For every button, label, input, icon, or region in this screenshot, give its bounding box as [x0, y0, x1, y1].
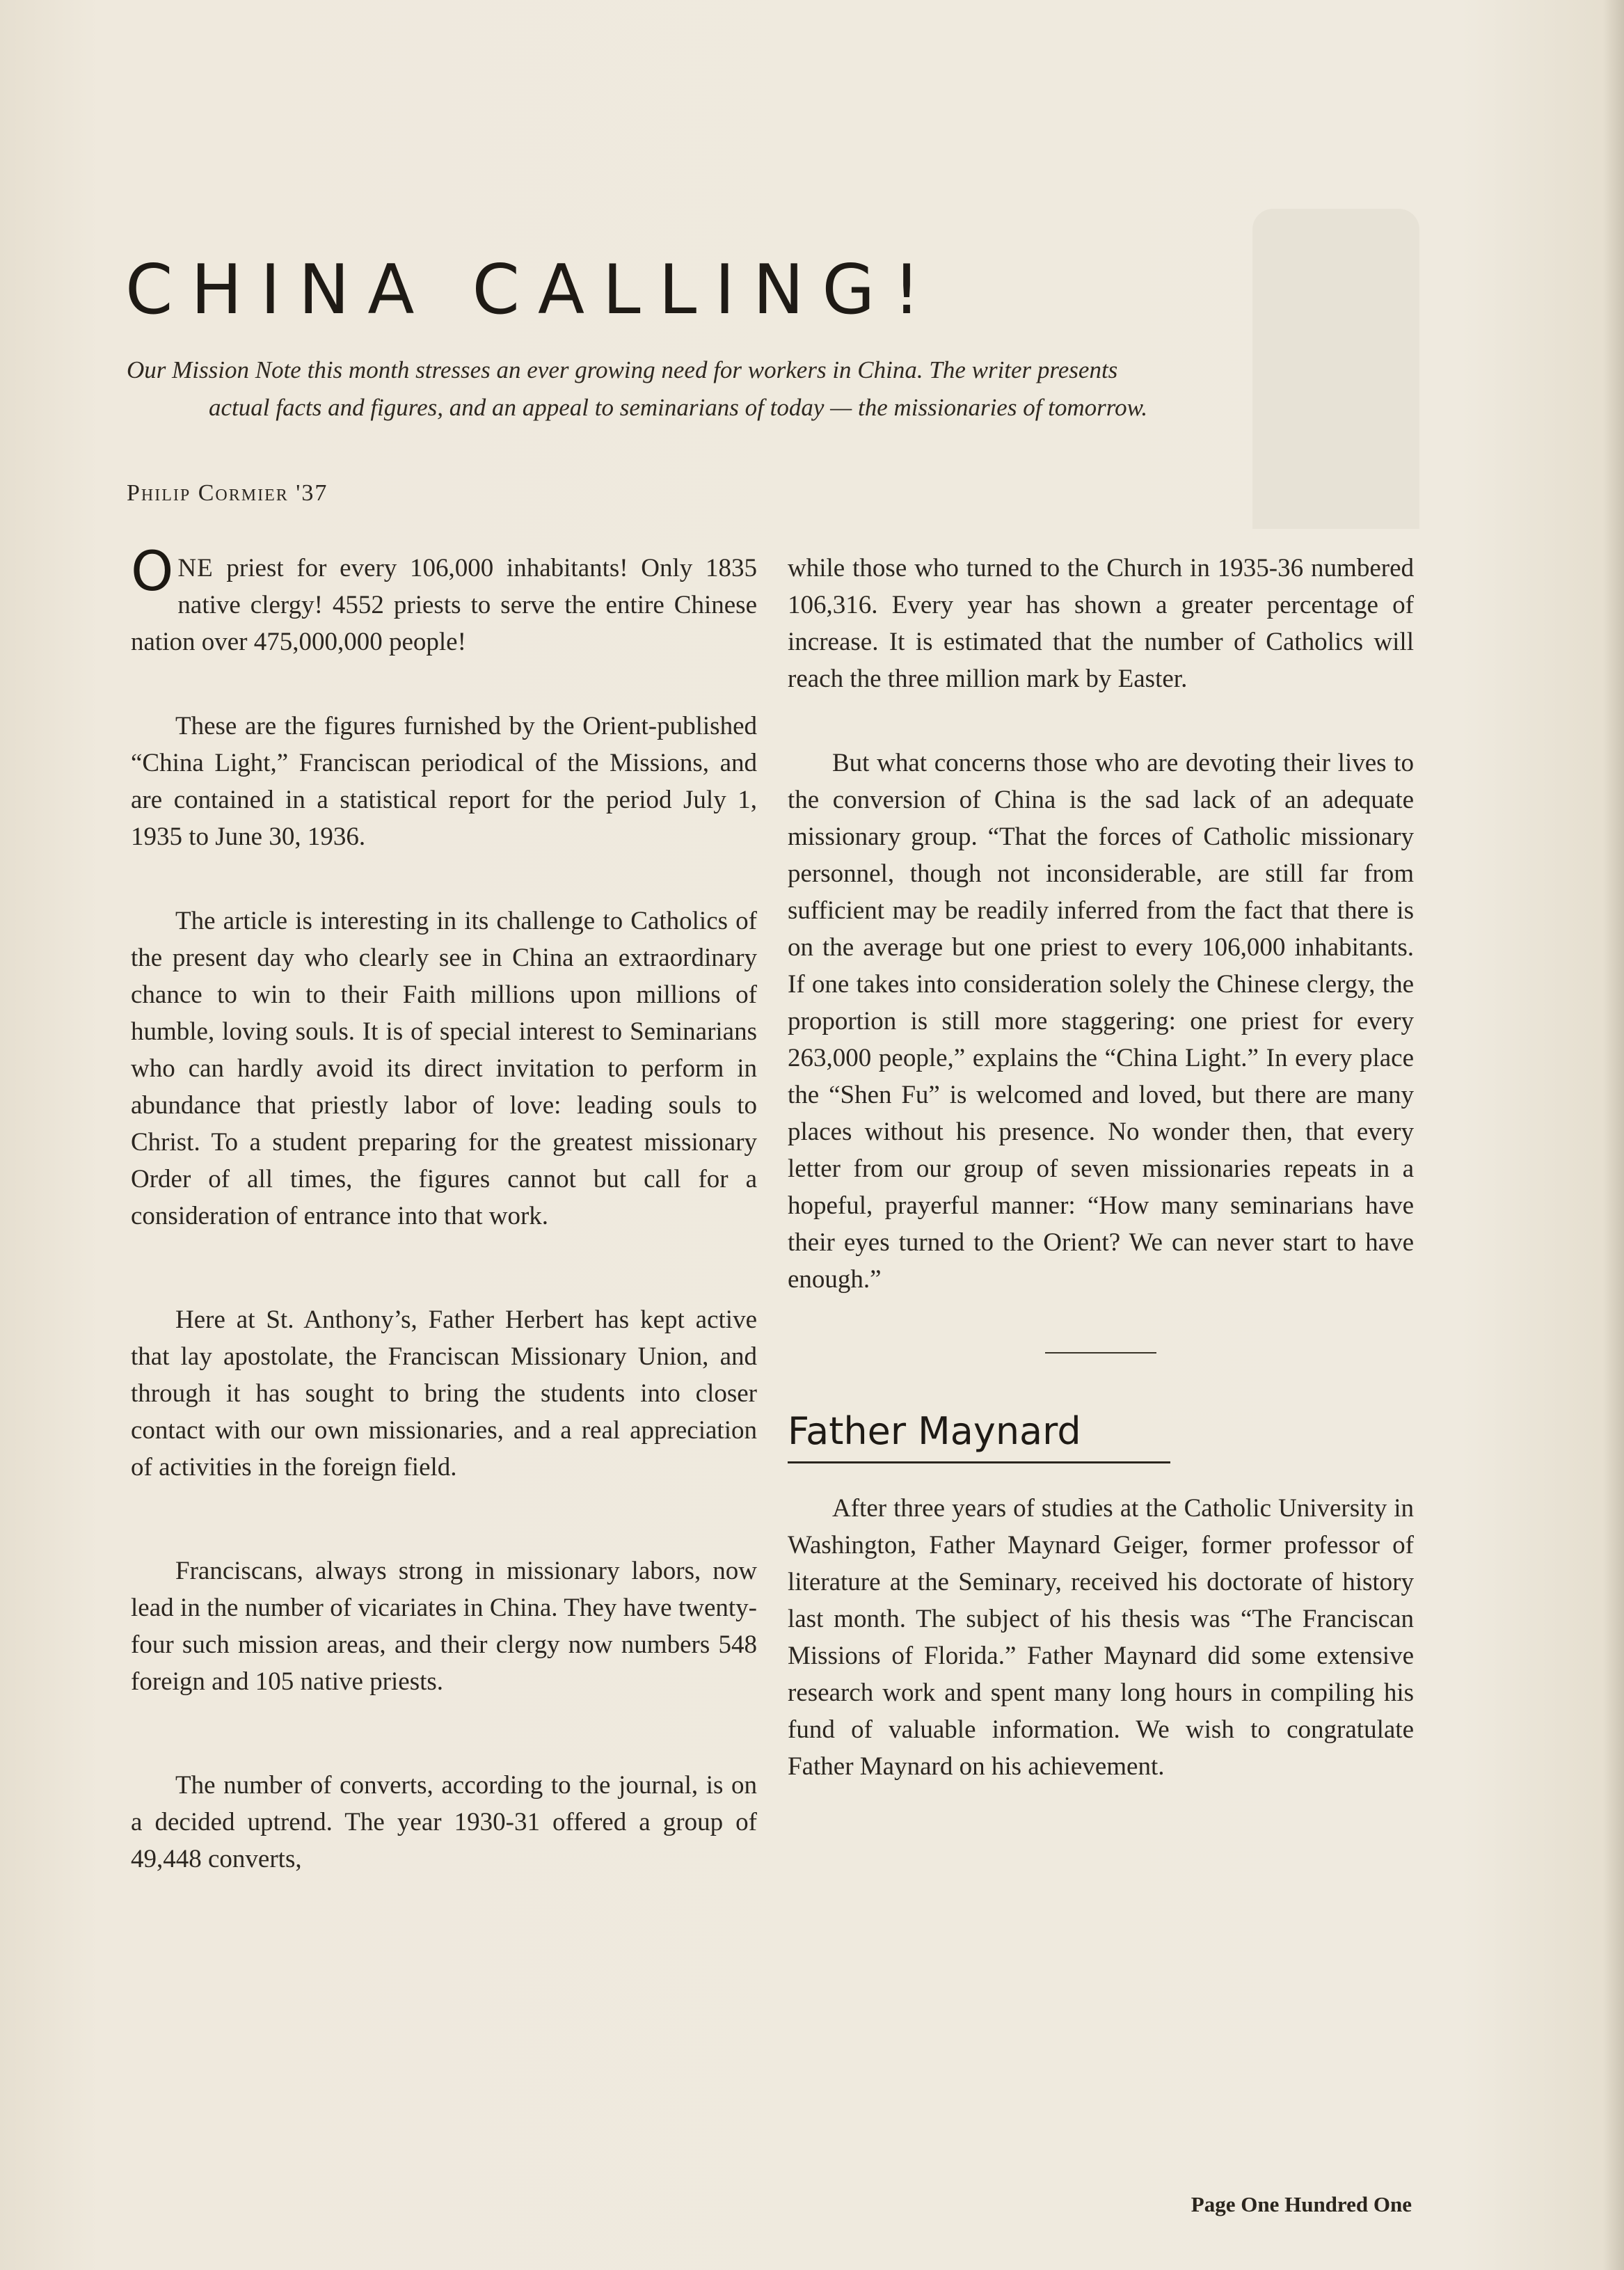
opening-paragraph-text: priest for every 106,000 inhabitants! Only 1835 native clergy! 4552 priests to serve the entire Chinese nation over 475,000,000 people! — [131, 554, 757, 656]
author-byline: Philip Cormier '37 — [127, 480, 328, 506]
right-column — [788, 550, 1414, 1785]
paragraph-challenge: The article is interesting in its challenge to Catholics of the present day who clearly see in China an extraordinary chance to win to their Faith millions upon millions of humble, loving souls. It is of special interest to Seminarians who can hardly avoid its direct invitation to perform in abundance that priestly labor of love: leading souls to Christ. To a student preparing for the greatest missionary Order of all times, the figures cannot but call for a consideration of entrance into that work. — [131, 907, 757, 1230]
drop-cap-word: NE — [177, 554, 214, 582]
paragraph-missionary-shortage: But what concerns those who are devoting their lives to the conversion of China is the sad lack of an adequate missionary group. “That the forces of Catholic missionary personnel, though not inconsiderable, are still far from sufficient may be readily inferred from the fact that there is on the average but one priest to every 106,000 inhabitants. If one takes into consideration solely the Chinese clergy, the proportion is still more staggering: one priest for every 263,000 people,” explains the “China Light.” In every place the “Shen Fu” is welcomed and loved, but there are many places without his presence. No wonder then, that every letter from our group of seven missionaries repeats in a hopeful, prayerful manner: “How many seminarians have their eyes turned to the Orient? We can never start to have enough.” — [788, 749, 1414, 1294]
paragraph-china-light: These are the figures furnished by the Orient-published “China Light,” Franciscan periodical of the Missions, and are contained in a statistical report for the period July 1, 1935 to June 30, 1936. — [131, 712, 757, 851]
bleed-through-image — [1252, 209, 1419, 529]
page-spine-shadow — [1603, 0, 1624, 2270]
paragraph-converts: The number of converts, according to the journal, is on a decided uptrend. The year 1930-31 offered a group of 49,448 converts, — [131, 1771, 757, 1873]
opening-paragraph — [131, 541, 757, 660]
paragraph-converts-continued: while those who turned to the Church in 1935-36 numbered 106,316. Every year has shown a greater percentage of increase. It is estimated that the number of Catholics will reach the three million mark by Easter. — [788, 554, 1414, 693]
page-number: Page One Hundred One — [1191, 2192, 1412, 2216]
left-column — [131, 541, 757, 1878]
paragraph-st-anthonys: Here at St. Anthony’s, Father Herbert has kept active that lay apostolate, the Franciscan Missionary Union, and through it has sought to bring the students into closer contact with our own missionaries, and a real appreciation of activities in the foreign field. — [131, 1305, 757, 1482]
section-divider — [1045, 1352, 1156, 1354]
paragraph-franciscans: Franciscans, always strong in missionary labors, now lead in the number of vicariates in China. They have twenty-four such mission areas, and their clergy now numbers 548 foreign and 105 native priests. — [131, 1557, 757, 1696]
drop-cap: O — [131, 541, 174, 603]
paragraph-father-maynard: After three years of studies at the Catholic University in Washington, Father Maynard Geiger, former professor of literature at the Seminary, received his doctorate of history last month. The subject of his thesis was “The Franciscan Missions of Florida.” Father Maynard did some extensive research work and spent many long hours in compiling his fund of valuable information. We wish to congratulate Father Maynard on his achievement. — [788, 1494, 1414, 1781]
mission-note-intro: Our Mission Note this month stresses an ever growing need for workers in China. The writer presents actual facts and figures, and an appeal to seminarians of today — the missionaries of tomorrow. — [127, 356, 1148, 421]
section-heading-father-maynard: Father Maynard — [788, 1409, 1170, 1463]
article-title: CHINA CALLING! — [125, 251, 939, 330]
